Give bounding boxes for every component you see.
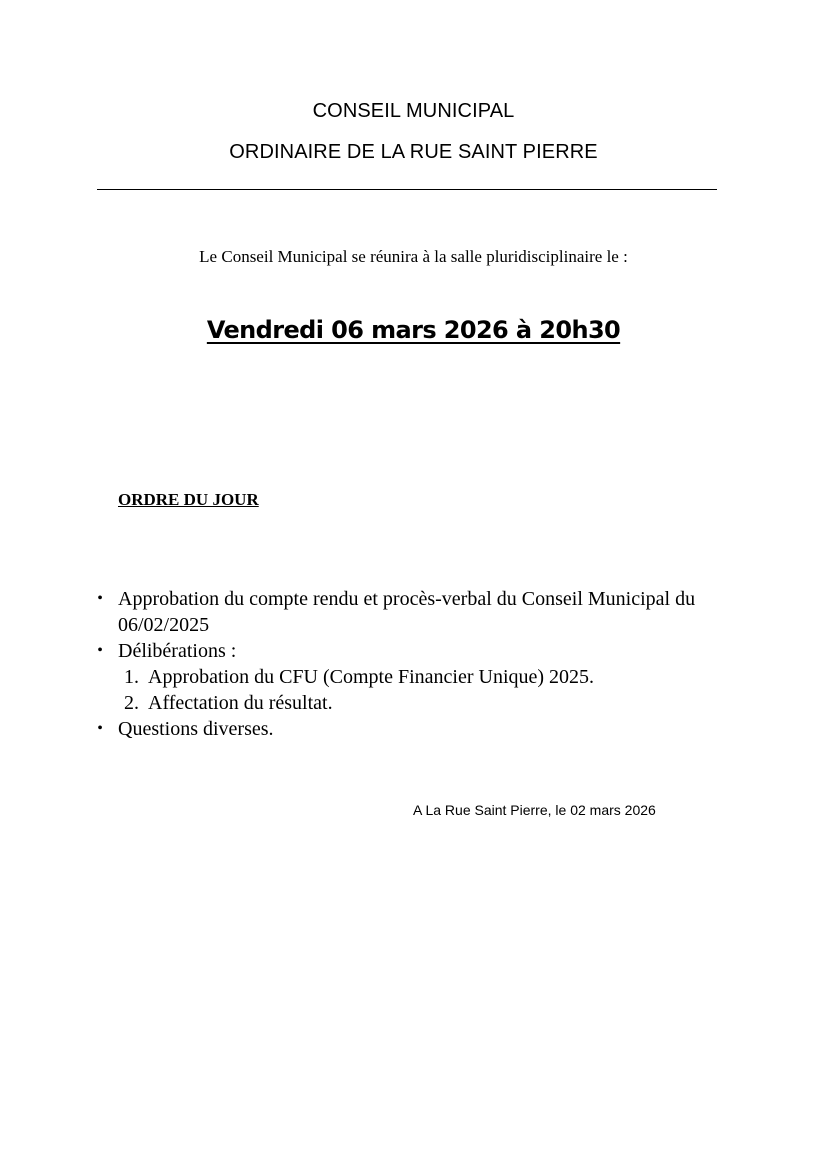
place-and-date: A La Rue Saint Pierre, le 02 mars 2026 [413,802,656,818]
meeting-date: Vendredi 06 mars 2026 à 20h30 [206,316,621,344]
bullet-icon: • [97,720,103,737]
deliberation-item-cfu [90,664,740,690]
agenda-list [90,586,740,742]
agenda-item-text: Délibérations : [118,640,237,662]
agenda-heading: ORDRE DU JOUR [118,490,259,509]
agenda-item-deliberations [90,638,740,664]
deliberation-text: Approbation du CFU (Compte Financier Unique) 2025. [148,666,595,688]
deliberation-number: 1. [124,666,139,688]
title-ordinaire: ORDINAIRE DE LA RUE SAINT PIERRE [229,141,598,163]
agenda-item-questions [90,716,740,742]
header-divider [97,189,717,190]
agenda-item-text: Questions diverses. [118,718,274,740]
bullet-icon: • [97,642,103,659]
agenda-item-text: Approbation du compte rendu et procès-verbal du Conseil Municipal du 06/02/2025 [118,588,696,636]
intro-text: Le Conseil Municipal se réunira à la salle pluridisciplinaire le : [199,247,628,266]
deliberation-number: 2. [124,692,139,714]
bullet-icon: • [97,590,103,607]
title-conseil-municipal: CONSEIL MUNICIPAL [312,100,515,122]
deliberation-text: Affectation du résultat. [148,692,333,714]
deliberation-item-affectation [90,690,740,716]
agenda-item-approbation [90,586,740,638]
